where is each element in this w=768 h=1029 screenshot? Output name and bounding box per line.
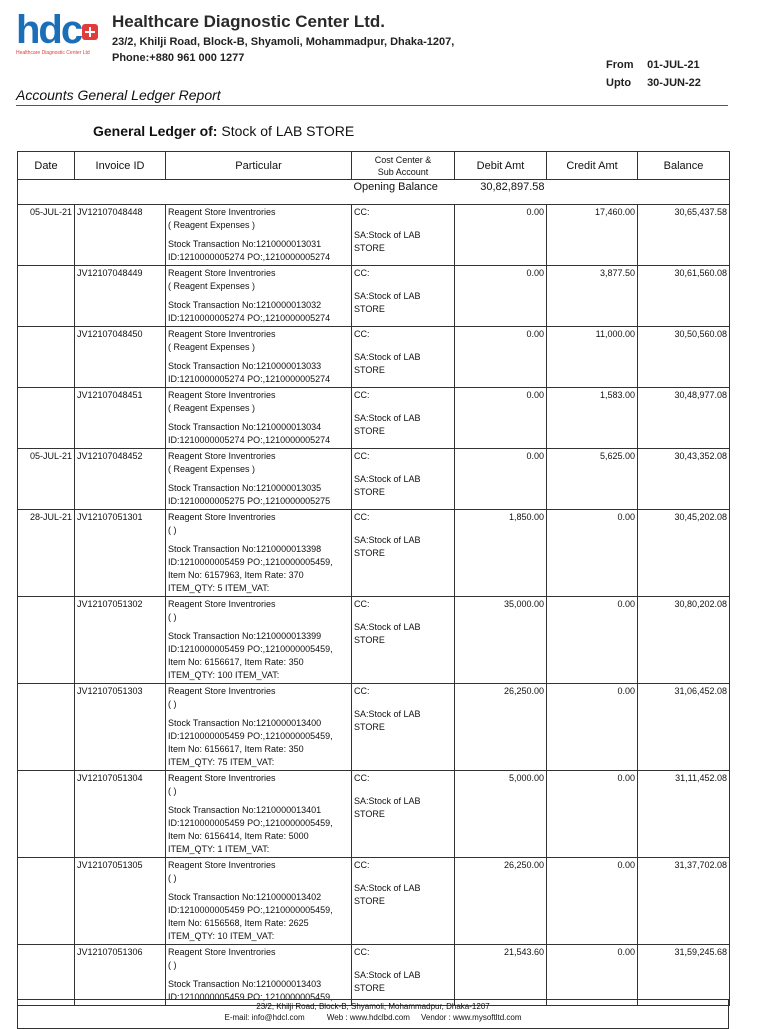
- particular-line-2: ( Reagent Expenses ): [168, 220, 256, 230]
- row-cost-center: [352, 771, 455, 858]
- particular-line-3: Stock Transaction No:1210000013032: [168, 300, 322, 310]
- row-debit: [455, 771, 547, 858]
- table-row: [18, 205, 730, 266]
- row-credit-text: 0.00: [617, 686, 635, 696]
- row-particular: [166, 945, 352, 1006]
- particular-line-1: Reagent Store Inventrories: [168, 207, 276, 217]
- row-date-text: 05-JUL-21: [29, 207, 72, 217]
- footer-web: Web : www.hdclbd.com: [326, 1013, 410, 1022]
- sub-account-line-1: SA:Stock of LAB: [354, 622, 421, 632]
- row-balance: [638, 597, 730, 684]
- table-row: [18, 327, 730, 388]
- row-particular: [166, 449, 352, 510]
- sub-account-line-1: SA:Stock of LAB: [354, 535, 421, 545]
- row-credit-text: 0.00: [617, 599, 635, 609]
- sub-account-line-1: SA:Stock of LAB: [354, 230, 421, 240]
- row-particular: [166, 597, 352, 684]
- row-particular: [166, 684, 352, 771]
- sub-account-line-2: STORE: [354, 896, 385, 906]
- particular-line-1: Reagent Store Inventrories: [168, 599, 276, 609]
- row-credit: [547, 388, 638, 449]
- particular-line-3: Stock Transaction No:1210000013034: [168, 422, 322, 432]
- sub-account-line-2: STORE: [354, 722, 385, 732]
- row-invoice: [75, 388, 166, 449]
- table-row: [18, 771, 730, 858]
- row-credit: [547, 684, 638, 771]
- opening-balance-row: [18, 180, 730, 205]
- particular-line-5: Item No: 6156617, Item Rate: 350: [168, 657, 304, 667]
- particular-line-1: Reagent Store Inventrories: [168, 947, 276, 957]
- cost-center-code: CC:: [354, 207, 370, 217]
- particular-line-3: Stock Transaction No:1210000013031: [168, 239, 322, 249]
- sub-account-line-2: STORE: [354, 809, 385, 819]
- row-invoice-text: JV12107048449: [77, 268, 143, 278]
- row-debit-text: 1,850.00: [508, 512, 544, 522]
- row-cost-center: [352, 858, 455, 945]
- row-date: [18, 327, 75, 388]
- cost-center-code: CC:: [354, 599, 370, 609]
- row-invoice-text: JV12107051302: [77, 599, 143, 609]
- row-balance-text: 30,43,352.08: [674, 451, 727, 461]
- row-invoice-text: JV12107051306: [77, 947, 143, 957]
- row-invoice-text: JV12107048451: [77, 390, 143, 400]
- row-balance: [638, 771, 730, 858]
- particular-line-5: Item No: 6156414, Item Rate: 5000: [168, 831, 309, 841]
- row-particular: [166, 510, 352, 597]
- opening-spacer-right: [547, 180, 730, 205]
- row-balance-text: 31,11,452.08: [675, 773, 727, 783]
- row-balance: [638, 510, 730, 597]
- row-debit-text: 0.00: [526, 390, 544, 400]
- footer-vendor: Vendor : www.mysoftltd.com: [421, 1013, 522, 1022]
- particular-line-4: ID:1210000005459 PO:,1210000005459,: [168, 905, 333, 915]
- particular-line-6: ITEM_QTY: 10 ITEM_VAT:: [168, 931, 275, 941]
- col-debit: Debit Amt: [455, 152, 547, 180]
- cost-center-code: CC:: [354, 860, 370, 870]
- particular-line-1: Reagent Store Inventrories: [168, 451, 276, 461]
- row-cost-center: [352, 205, 455, 266]
- particular-line-1: Reagent Store Inventrories: [168, 686, 276, 696]
- sub-account-line-2: STORE: [354, 365, 385, 375]
- row-credit: [547, 771, 638, 858]
- row-debit: [455, 858, 547, 945]
- cost-center-code: CC:: [354, 512, 370, 522]
- row-cost-center: [352, 597, 455, 684]
- row-balance: [638, 449, 730, 510]
- row-debit-text: 0.00: [526, 207, 544, 217]
- row-credit: [547, 597, 638, 684]
- cost-center-code: CC:: [354, 329, 370, 339]
- row-debit: [455, 684, 547, 771]
- row-cost-center: [352, 449, 455, 510]
- particular-line-2: ( Reagent Expenses ): [168, 403, 256, 413]
- particular-line-4: ID:1210000005274 PO:,1210000005274: [168, 313, 331, 323]
- col-invoice: Invoice ID: [75, 152, 166, 180]
- opening-spacer: [18, 180, 352, 205]
- row-credit: [547, 945, 638, 1006]
- particular-line-3: Stock Transaction No:1210000013033: [168, 361, 322, 371]
- row-balance-text: 30,80,202.08: [674, 599, 727, 609]
- particular-line-4: ID:1210000005274 PO:,1210000005274: [168, 374, 331, 384]
- particular-line-3: Stock Transaction No:1210000013402: [168, 892, 322, 902]
- row-balance-text: 31,06,452.08: [674, 686, 727, 696]
- row-debit: [455, 327, 547, 388]
- title-divider: [16, 105, 728, 106]
- row-balance-text: 31,37,702.08: [674, 860, 727, 870]
- cost-center-code: CC:: [354, 947, 370, 957]
- row-date: [18, 205, 75, 266]
- row-invoice-text: JV12107051305: [77, 860, 143, 870]
- table-header-row: [18, 152, 730, 180]
- row-credit: [547, 510, 638, 597]
- particular-line-1: Reagent Store Inventrories: [168, 773, 276, 783]
- particular-line-1: Reagent Store Inventrories: [168, 860, 276, 870]
- sub-account-line-2: STORE: [354, 635, 385, 645]
- report-title: Accounts General Ledger Report: [16, 87, 221, 103]
- sub-account-line-2: STORE: [354, 548, 385, 558]
- particular-line-2: ( ): [168, 960, 177, 970]
- sub-account-line-2: STORE: [354, 304, 385, 314]
- particular-line-4: ID:1210000005459 PO:,1210000005459,: [168, 557, 333, 567]
- ledger-table: [17, 151, 730, 1006]
- table-row: [18, 266, 730, 327]
- cost-center-code: CC:: [354, 268, 370, 278]
- particular-line-4: ID:1210000005459 PO:,1210000005459,: [168, 731, 333, 741]
- particular-line-4: ID:1210000005274 PO:,1210000005274: [168, 435, 331, 445]
- row-invoice: [75, 597, 166, 684]
- particular-line-3: Stock Transaction No:1210000013400: [168, 718, 322, 728]
- upto-date: 30-JUN-22: [647, 77, 701, 89]
- col-cost-center: [352, 152, 455, 180]
- particular-line-6: ITEM_QTY: 1 ITEM_VAT:: [168, 844, 270, 854]
- row-credit-text: 0.00: [617, 860, 635, 870]
- cost-center-code: CC:: [354, 773, 370, 783]
- particular-line-2: ( Reagent Expenses ): [168, 281, 256, 291]
- row-date: [18, 510, 75, 597]
- row-debit-text: 21,543.60: [503, 947, 544, 957]
- particular-line-3: Stock Transaction No:1210000013035: [168, 483, 322, 493]
- particular-line-4: ID:1210000005459 PO:,1210000005459,: [168, 818, 333, 828]
- row-cost-center: [352, 266, 455, 327]
- row-cost-center: [352, 684, 455, 771]
- opening-balance-value: 30,82,897.58: [455, 180, 547, 205]
- from-date: 01-JUL-21: [647, 59, 700, 71]
- ledger-heading-value: Stock of LAB STORE: [221, 123, 355, 139]
- table-row: [18, 945, 730, 1006]
- row-credit-text: 1,583.00: [599, 390, 635, 400]
- row-particular: [166, 858, 352, 945]
- particular-line-2: ( Reagent Expenses ): [168, 342, 256, 352]
- row-debit-text: 35,000.00: [503, 599, 544, 609]
- row-invoice: [75, 205, 166, 266]
- row-particular: [166, 266, 352, 327]
- table-row: [18, 597, 730, 684]
- row-credit: [547, 205, 638, 266]
- row-cost-center: [352, 945, 455, 1006]
- row-credit-text: 5,625.00: [599, 451, 635, 461]
- row-invoice-text: JV12107051304: [77, 773, 143, 783]
- logo-wordmark: hdc: [16, 8, 82, 52]
- row-invoice: [75, 510, 166, 597]
- footer-contacts: [18, 1012, 728, 1023]
- from-label: From: [606, 59, 634, 71]
- row-balance: [638, 205, 730, 266]
- period-from: [606, 59, 700, 71]
- row-balance-text: 31,59,245.68: [674, 947, 727, 957]
- row-debit-text: 0.00: [526, 329, 544, 339]
- row-balance-text: 30,45,202.08: [674, 512, 727, 522]
- row-invoice-text: JV12107051303: [77, 686, 143, 696]
- sub-account-line-1: SA:Stock of LAB: [354, 352, 421, 362]
- particular-line-1: Reagent Store Inventrories: [168, 268, 276, 278]
- col-credit: Credit Amt: [547, 152, 638, 180]
- row-balance: [638, 858, 730, 945]
- cost-center-code: CC:: [354, 686, 370, 696]
- row-particular: [166, 388, 352, 449]
- row-invoice: [75, 684, 166, 771]
- row-credit-text: 3,877.50: [599, 268, 635, 278]
- sub-account-line-2: STORE: [354, 983, 385, 993]
- row-credit-text: 0.00: [617, 947, 635, 957]
- sub-account-line-2: STORE: [354, 487, 385, 497]
- row-debit: [455, 945, 547, 1006]
- row-debit-text: 26,250.00: [503, 686, 544, 696]
- col-cost-center-line1: Cost Center &: [374, 154, 432, 165]
- sub-account-line-1: SA:Stock of LAB: [354, 796, 421, 806]
- particular-line-5: Item No: 6156617, Item Rate: 350: [168, 744, 304, 754]
- row-invoice-text: JV12107051301: [77, 512, 143, 522]
- particular-line-4: ID:1210000005459 PO:,1210000005459,: [168, 644, 333, 654]
- medical-cross-icon: [82, 24, 98, 40]
- row-balance: [638, 945, 730, 1006]
- particular-line-1: Reagent Store Inventrories: [168, 512, 276, 522]
- sub-account-line-1: SA:Stock of LAB: [354, 970, 421, 980]
- cost-center-code: CC:: [354, 390, 370, 400]
- sub-account-line-2: STORE: [354, 243, 385, 253]
- table-row: [18, 858, 730, 945]
- upto-label: Upto: [606, 77, 632, 89]
- row-debit-text: 0.00: [526, 268, 544, 278]
- row-particular: [166, 205, 352, 266]
- particular-line-2: ( ): [168, 612, 177, 622]
- row-invoice-text: JV12107048448: [77, 207, 143, 217]
- row-debit-text: 5,000.00: [508, 773, 544, 783]
- row-balance-text: 30,50,560.08: [674, 329, 727, 339]
- company-address: 23/2, Khilji Road, Block-B, Shyamoli, Mohammadpur, Dhaka-1207,: [112, 36, 455, 48]
- table-row: [18, 388, 730, 449]
- particular-line-2: ( ): [168, 873, 177, 883]
- ledger-heading-label: General Ledger of:: [93, 123, 218, 139]
- particular-line-6: ITEM_QTY: 100 ITEM_VAT:: [168, 670, 280, 680]
- row-date: [18, 597, 75, 684]
- row-debit: [455, 388, 547, 449]
- row-date: [18, 684, 75, 771]
- row-date: [18, 945, 75, 1006]
- row-credit-text: 11,000.00: [595, 329, 635, 339]
- col-balance: Balance: [638, 152, 730, 180]
- row-date: [18, 266, 75, 327]
- sub-account-line-1: SA:Stock of LAB: [354, 709, 421, 719]
- row-balance-text: 30,61,560.08: [674, 268, 727, 278]
- row-invoice: [75, 327, 166, 388]
- row-credit: [547, 858, 638, 945]
- page-footer: [17, 999, 729, 1029]
- table-row: [18, 510, 730, 597]
- table-row: [18, 684, 730, 771]
- sub-account-line-1: SA:Stock of LAB: [354, 413, 421, 423]
- cost-center-code: CC:: [354, 451, 370, 461]
- row-particular: [166, 327, 352, 388]
- row-debit-text: 26,250.00: [503, 860, 544, 870]
- particular-line-5: Item No: 6157963, Item Rate: 370: [168, 570, 304, 580]
- particular-line-3: Stock Transaction No:1210000013399: [168, 631, 322, 641]
- sub-account-line-1: SA:Stock of LAB: [354, 474, 421, 484]
- row-credit: [547, 266, 638, 327]
- particular-line-1: Reagent Store Inventrories: [168, 390, 276, 400]
- row-cost-center: [352, 327, 455, 388]
- row-particular: [166, 771, 352, 858]
- table-row: [18, 449, 730, 510]
- particular-line-3: Stock Transaction No:1210000013401: [168, 805, 322, 815]
- row-credit-text: 0.00: [617, 773, 635, 783]
- row-date-text: 28-JUL-21: [29, 512, 72, 522]
- particular-line-4: ID:1210000005274 PO:,1210000005274: [168, 252, 331, 262]
- particular-line-2: ( ): [168, 699, 177, 709]
- ledger-heading: [93, 123, 354, 139]
- row-credit: [547, 449, 638, 510]
- row-date: [18, 388, 75, 449]
- sub-account-line-1: SA:Stock of LAB: [354, 883, 421, 893]
- col-cost-center-line2: Sub Account: [377, 166, 429, 177]
- row-balance: [638, 266, 730, 327]
- row-invoice: [75, 266, 166, 327]
- row-debit: [455, 510, 547, 597]
- row-invoice: [75, 771, 166, 858]
- row-debit: [455, 266, 547, 327]
- opening-balance-label: Opening Balance: [352, 180, 455, 205]
- row-credit-text: 17,460.00: [594, 207, 635, 217]
- particular-line-6: ITEM_QTY: 5 ITEM_VAT:: [168, 583, 270, 593]
- row-balance: [638, 684, 730, 771]
- row-invoice: [75, 945, 166, 1006]
- row-invoice-text: JV12107048452: [77, 451, 143, 461]
- particular-line-4: ID:1210000005459 PO:,1210000005459,: [168, 992, 333, 1002]
- particular-line-5: Item No: 6156568, Item Rate: 2625: [168, 918, 309, 928]
- row-date: [18, 858, 75, 945]
- row-debit-text: 0.00: [526, 451, 544, 461]
- row-balance-text: 30,48,977.08: [674, 390, 727, 400]
- particular-line-6: ITEM_QTY: 75 ITEM_VAT:: [168, 757, 275, 767]
- row-date-text: 05-JUL-21: [29, 451, 72, 461]
- row-balance: [638, 388, 730, 449]
- row-credit: [547, 327, 638, 388]
- row-debit: [455, 449, 547, 510]
- row-balance: [638, 327, 730, 388]
- logo-tagline: Healthcare Diagnostic Center Ltd: [16, 50, 90, 56]
- particular-line-3: Stock Transaction No:1210000013403: [168, 979, 322, 989]
- particular-line-2: ( ): [168, 786, 177, 796]
- particular-line-2: ( Reagent Expenses ): [168, 464, 256, 474]
- sub-account-line-2: STORE: [354, 426, 385, 436]
- particular-line-2: ( ): [168, 525, 177, 535]
- col-date: Date: [18, 152, 75, 180]
- particular-line-1: Reagent Store Inventrories: [168, 329, 276, 339]
- company-logo: [16, 10, 106, 58]
- row-date: [18, 771, 75, 858]
- footer-email: E-mail: info@hdcl.com: [224, 1013, 305, 1022]
- company-phone: Phone:+880 961 000 1277: [112, 52, 245, 64]
- row-invoice: [75, 449, 166, 510]
- row-invoice-text: JV12107048450: [77, 329, 143, 339]
- footer-address: 23/2, Khilji Road, Block-B, Shyamoli, Mohammadpur, Dhaka-1207: [256, 1002, 490, 1011]
- sub-account-line-1: SA:Stock of LAB: [354, 291, 421, 301]
- particular-line-3: Stock Transaction No:1210000013398: [168, 544, 322, 554]
- row-cost-center: [352, 510, 455, 597]
- company-name: Healthcare Diagnostic Center Ltd.: [112, 12, 386, 31]
- row-debit: [455, 597, 547, 684]
- period-upto: [606, 77, 701, 89]
- particular-line-4: ID:1210000005275 PO:,1210000005275: [168, 496, 331, 506]
- row-date: [18, 449, 75, 510]
- row-cost-center: [352, 388, 455, 449]
- col-particular: Particular: [166, 152, 352, 180]
- row-debit: [455, 205, 547, 266]
- row-balance-text: 30,65,437.58: [674, 207, 727, 217]
- row-credit-text: 0.00: [617, 512, 635, 522]
- row-invoice: [75, 858, 166, 945]
